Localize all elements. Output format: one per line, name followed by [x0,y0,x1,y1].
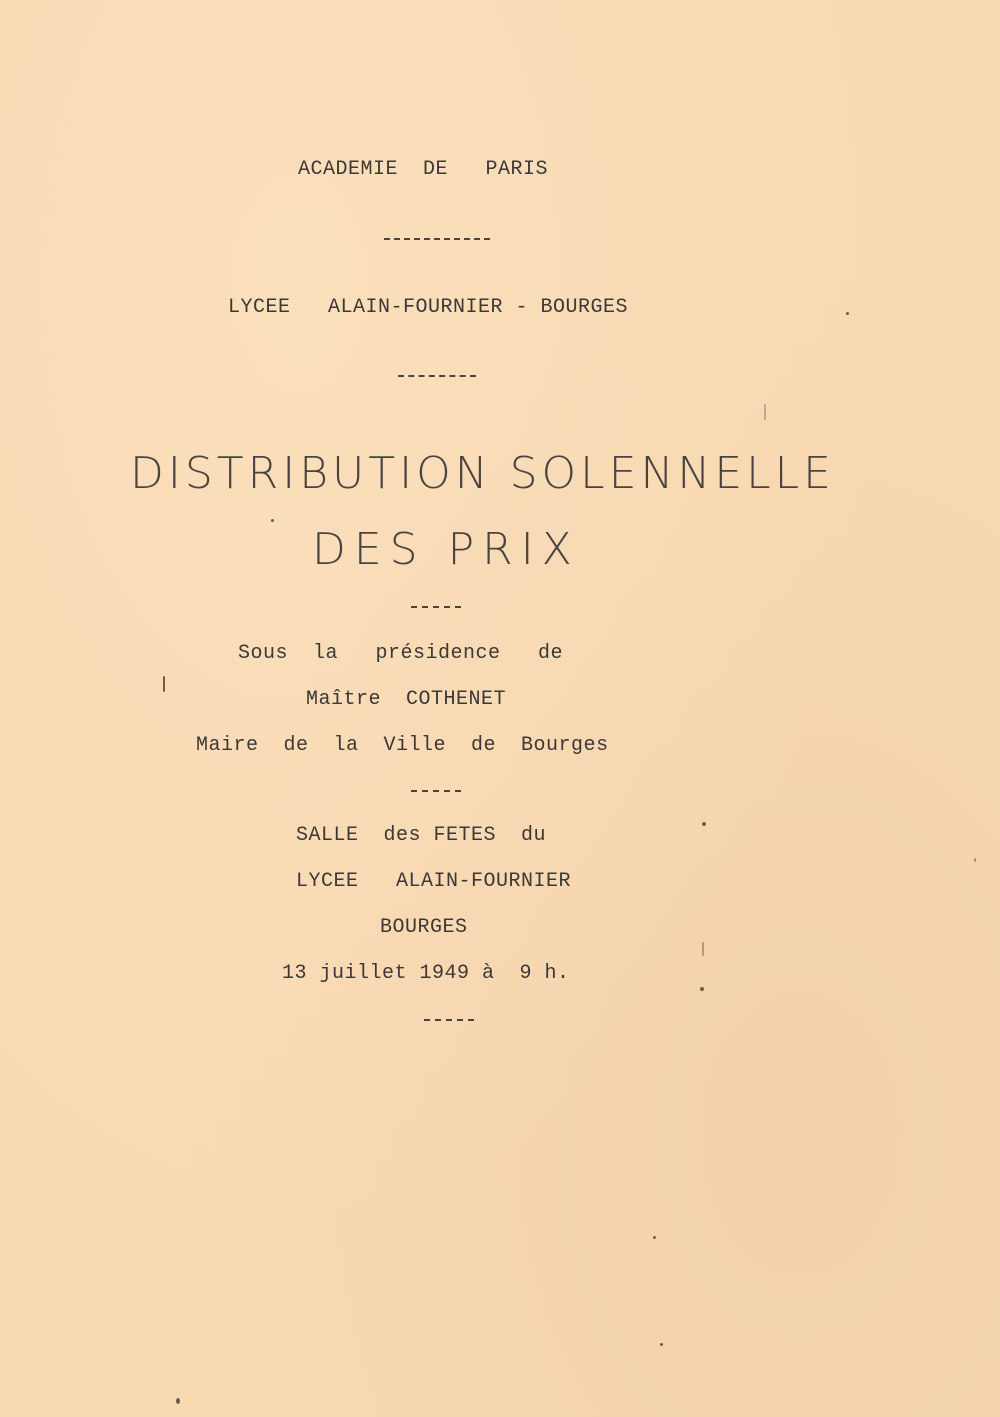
separator-rule-4 [411,790,461,792]
paper-speck [702,822,706,826]
paper-speck [846,312,849,315]
paper-speck [974,858,976,862]
presidency-line-1: Sous la présidence de [238,642,564,665]
separator-rule-5 [424,1019,474,1021]
academy-heading: ACADEMIE DE PARIS [298,158,549,181]
presidency-name: Maître COTHENET [306,688,507,711]
separator-rule-2 [398,375,476,377]
venue-line-3: BOURGES [380,916,468,939]
title-line-1: DISTRIBUTION SOLENNELLE [130,448,835,499]
separator-rule-1 [384,238,490,240]
paper-speck [700,987,704,991]
venue-line-2: LYCEE ALAIN-FOURNIER [296,870,572,893]
paper-speck [176,1398,180,1404]
presidency-title: Maire de la Ville de Bourges [196,734,609,757]
separator-rule-3 [411,606,461,608]
paper-speck [764,404,766,420]
event-date: 13 juillet 1949 à 9 h. [282,962,570,985]
title-line-2: DES PRIX [312,524,580,575]
school-heading: LYCEE ALAIN-FOURNIER - BOURGES [228,296,629,319]
paper-speck [702,942,704,956]
paper-speck [653,1236,656,1239]
paper-speck [660,1343,663,1346]
venue-line-1: SALLE des FETES du [296,824,547,847]
paper-speck [163,676,165,692]
paper-speck [271,519,274,522]
